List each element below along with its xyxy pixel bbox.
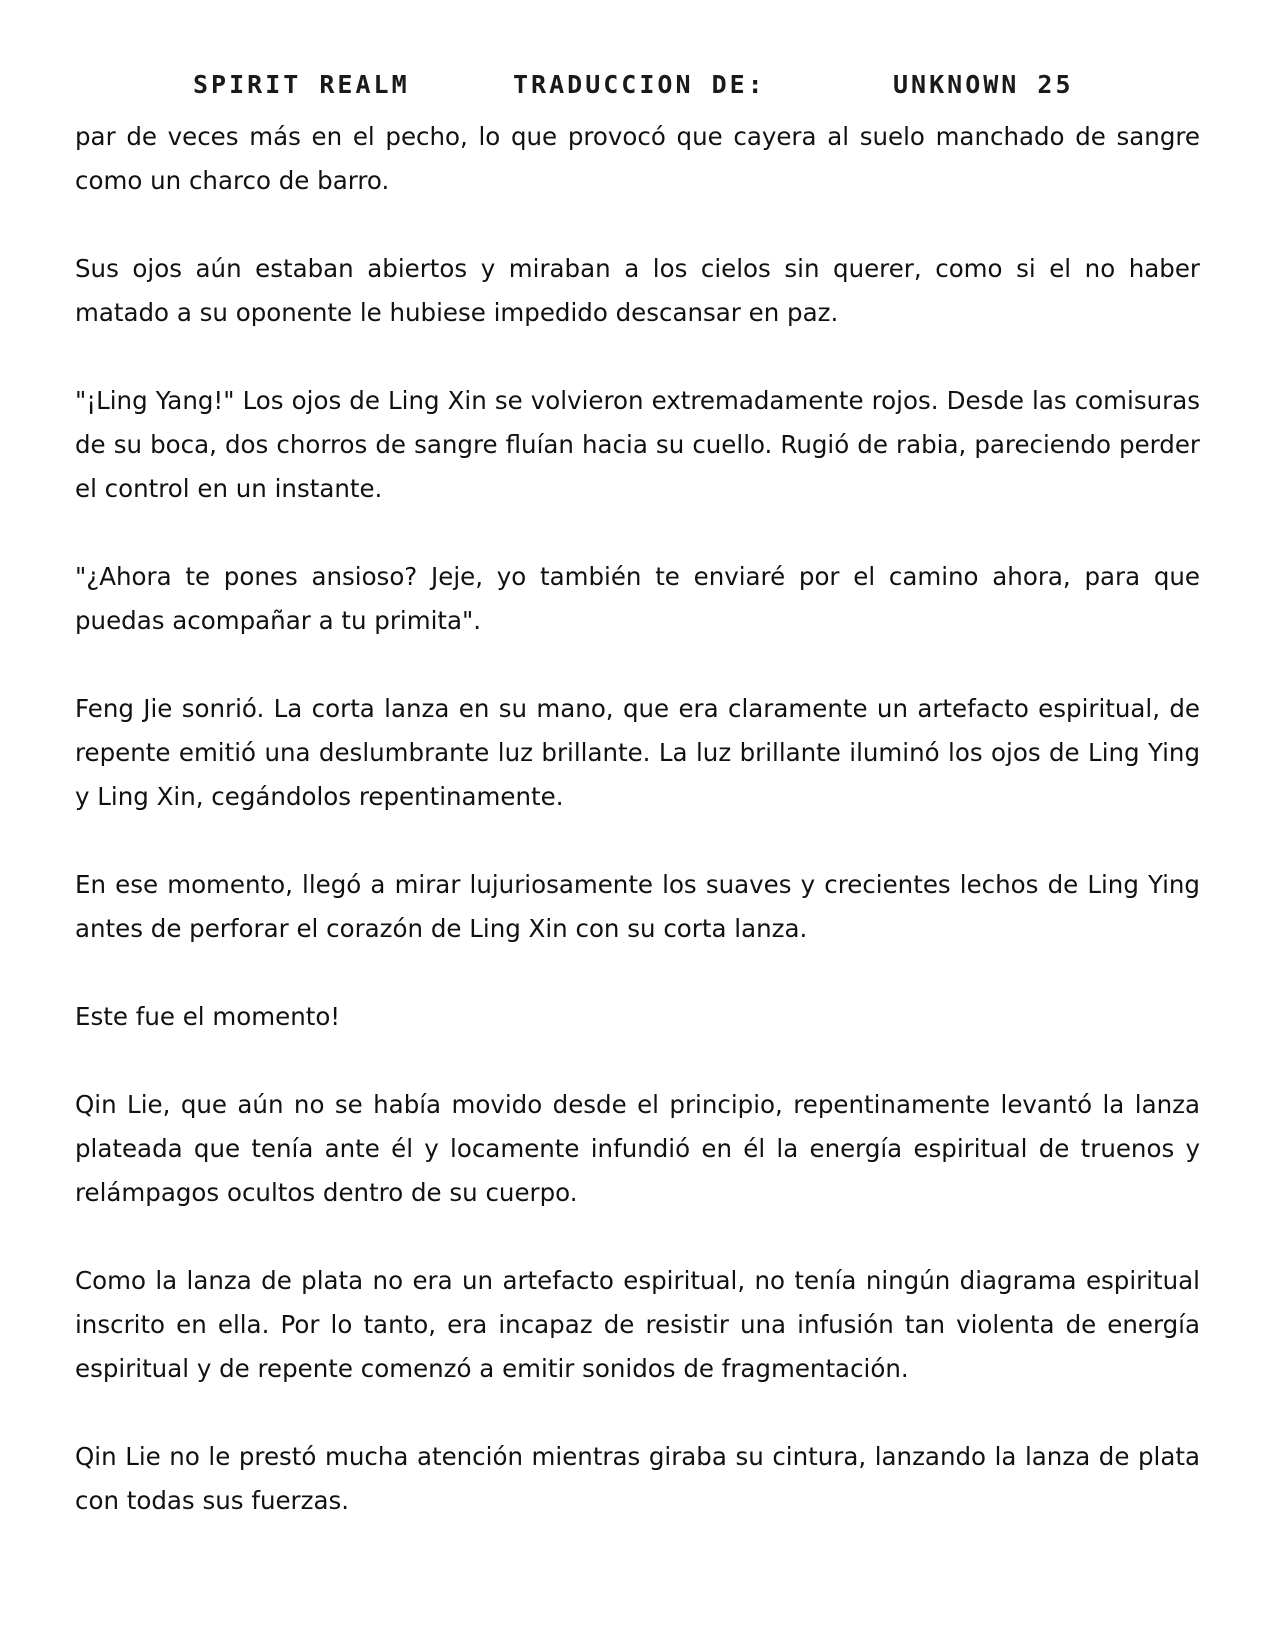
- page-body: [75, 115, 1200, 1567]
- paragraph: "¡Ling Yang!" Los ojos de Ling Xin se volvieron extremadamente rojos. Desde las comisuras de su boca, dos chorros de sangre fluían hacia su cuello. Rugió de rabia, pareciendo perder el control en un instante.: [75, 386, 1200, 503]
- paragraph: En ese momento, llegó a mirar lujuriosamente los suaves y crecientes lechos de Ling Ying antes de perforar el corazón de Ling Xin con su corta lanza.: [75, 870, 1200, 943]
- paragraph: Feng Jie sonrió. La corta lanza en su mano, que era claramente un artefacto espiritual, de repente emitió una deslumbrante luz brillante. La luz brillante iluminó los ojos de Ling Ying y Ling Xin, cegándolos repentinamente.: [75, 694, 1200, 811]
- paragraph: par de veces más en el pecho, lo que provocó que cayera al suelo manchado de sangre como un charco de barro.: [75, 122, 1200, 195]
- header-title: SPIRIT REALM: [193, 70, 410, 99]
- header-translation-label: TRADUCCION DE:: [513, 70, 766, 99]
- paragraph: Qin Lie no le prestó mucha atención mientras giraba su cintura, lanzando la lanza de plata con todas sus fuerzas.: [75, 1442, 1200, 1515]
- paragraph: Como la lanza de plata no era un artefacto espiritual, no tenía ningún diagrama espiritual inscrito en ella. Por lo tanto, era incapaz de resistir una infusión tan violenta de energía espiritual y de repente comenzó a emitir sonidos de fragmentación.: [75, 1266, 1200, 1383]
- paragraph: Este fue el momento!: [75, 1002, 341, 1031]
- header-translator-page: UNKNOWN 25: [893, 70, 1074, 99]
- page-header: [0, 70, 1275, 110]
- paragraph: Qin Lie, que aún no se había movido desde el principio, repentinamente levantó la lanza plateada que tenía ante él y locamente infundió en él la energía espiritual de truenos y relámpagos ocultos dentro de su cuerpo.: [75, 1090, 1200, 1207]
- paragraph: "¿Ahora te pones ansioso? Jeje, yo también te enviaré por el camino ahora, para que puedas acompañar a tu primita".: [75, 562, 1200, 635]
- paragraph: Sus ojos aún estaban abiertos y miraban a los cielos sin querer, como si el no haber matado a su oponente le hubiese impedido descansar en paz.: [75, 254, 1200, 327]
